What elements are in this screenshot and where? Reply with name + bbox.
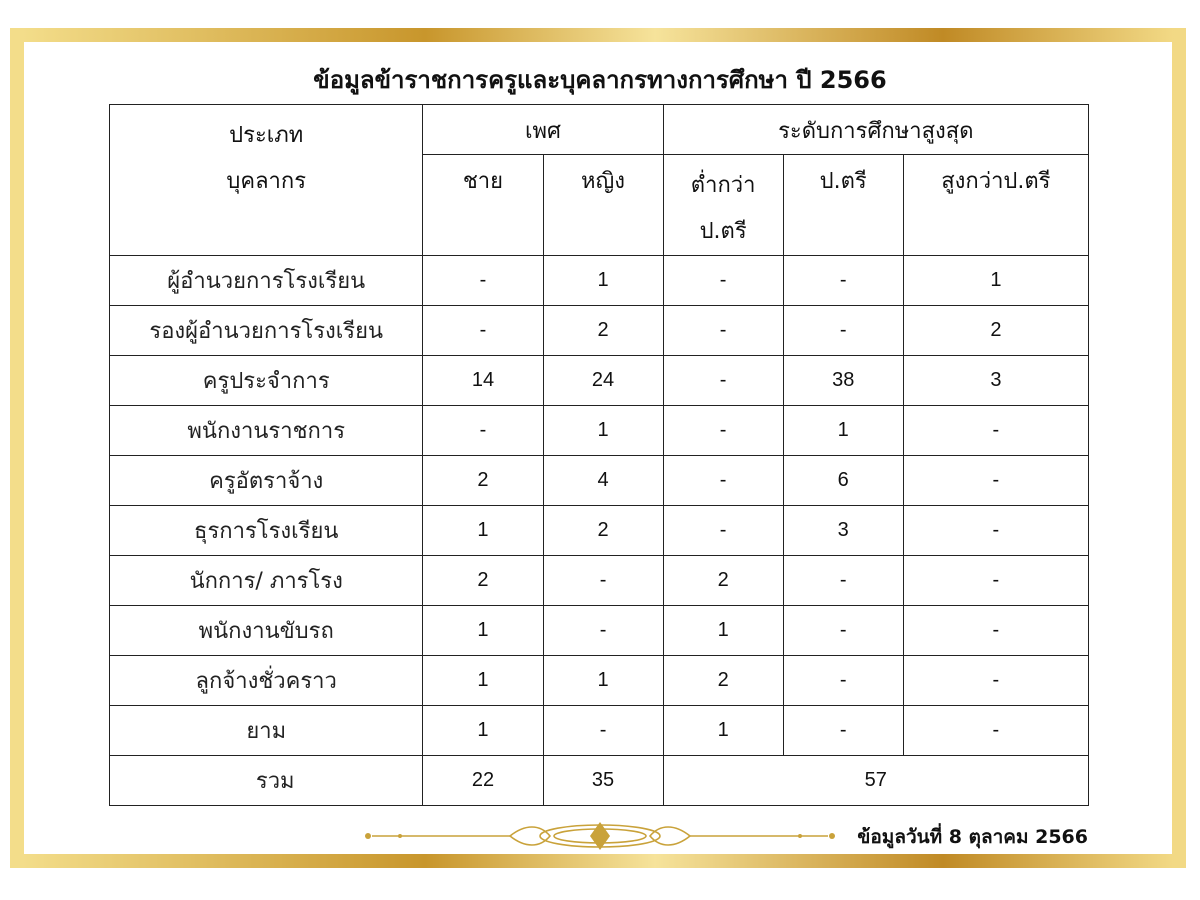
gold-flourish-ornament: [360, 816, 840, 856]
cell-bachelor: 1: [783, 406, 903, 456]
cell-bachelor: 38: [783, 356, 903, 406]
cell-above-bachelor: -: [903, 656, 1088, 706]
cell-type: รองผู้อำนวยการโรงเรียน: [110, 306, 423, 356]
personnel-table: [109, 104, 1089, 806]
cell-bachelor: -: [783, 656, 903, 706]
cell-below-bachelor: -: [663, 356, 783, 406]
cell-male: 2: [423, 456, 543, 506]
cell-bachelor: 3: [783, 506, 903, 556]
footer-date: ข้อมูลวันที่ 8 ตุลาคม 2566: [857, 826, 1088, 848]
table-row: [110, 406, 1089, 456]
table-row: [110, 456, 1089, 506]
cell-below-bachelor: 1: [663, 706, 783, 756]
cell-type: ผู้อำนวยการโรงเรียน: [110, 256, 423, 306]
cell-bachelor: -: [783, 556, 903, 606]
cell-bachelor: -: [783, 256, 903, 306]
cell-female: 2: [543, 306, 663, 356]
cell-above-bachelor: -: [903, 506, 1088, 556]
total-label: รวม: [110, 756, 423, 806]
header-below-line2: ป.ตรี: [699, 219, 747, 244]
cell-male: 14: [423, 356, 543, 406]
cell-male: 1: [423, 606, 543, 656]
cell-female: -: [543, 706, 663, 756]
cell-type: ธุรการโรงเรียน: [110, 506, 423, 556]
cell-below-bachelor: 2: [663, 656, 783, 706]
header-type-line2: บุคลากร: [226, 169, 307, 194]
table-row: [110, 306, 1089, 356]
header-below-bachelor: [663, 155, 783, 256]
cell-male: -: [423, 256, 543, 306]
cell-type: นักการ/ ภารโรง: [110, 556, 423, 606]
cell-male: 2: [423, 556, 543, 606]
cell-above-bachelor: -: [903, 556, 1088, 606]
cell-above-bachelor: 2: [903, 306, 1088, 356]
cell-above-bachelor: 3: [903, 356, 1088, 406]
cell-below-bachelor: 1: [663, 606, 783, 656]
table-row: [110, 256, 1089, 306]
cell-below-bachelor: -: [663, 406, 783, 456]
header-type-line1: ประเภท: [229, 123, 304, 148]
table-row: [110, 556, 1089, 606]
cell-type: ครูอัตราจ้าง: [110, 456, 423, 506]
table-row: [110, 706, 1089, 756]
header-below-line1: ต่ำกว่า: [690, 173, 756, 198]
cell-female: 24: [543, 356, 663, 406]
cell-type: ลูกจ้างชั่วคราว: [110, 656, 423, 706]
cell-below-bachelor: -: [663, 456, 783, 506]
cell-bachelor: 6: [783, 456, 903, 506]
cell-female: -: [543, 606, 663, 656]
header-personnel-type: [110, 105, 423, 256]
header-education: ระดับการศึกษาสูงสุด: [663, 105, 1088, 155]
header-female: หญิง: [543, 155, 663, 256]
cell-below-bachelor: -: [663, 256, 783, 306]
total-female: 35: [543, 756, 663, 806]
cell-above-bachelor: -: [903, 456, 1088, 506]
cell-male: 1: [423, 656, 543, 706]
cell-type: ยาม: [110, 706, 423, 756]
cell-below-bachelor: -: [663, 506, 783, 556]
cell-above-bachelor: -: [903, 406, 1088, 456]
header-male: ชาย: [423, 155, 543, 256]
cell-female: 1: [543, 406, 663, 456]
cell-bachelor: -: [783, 606, 903, 656]
total-education: 57: [663, 756, 1088, 806]
cell-female: 1: [543, 256, 663, 306]
cell-below-bachelor: -: [663, 306, 783, 356]
total-row: [110, 756, 1089, 806]
cell-below-bachelor: 2: [663, 556, 783, 606]
cell-type: พนักงานราชการ: [110, 406, 423, 456]
cell-bachelor: -: [783, 306, 903, 356]
table-body: [110, 256, 1089, 806]
cell-bachelor: -: [783, 706, 903, 756]
header-above-bachelor: สูงกว่าป.ตรี: [903, 155, 1088, 256]
header-gender: เพศ: [423, 105, 663, 155]
cell-female: -: [543, 556, 663, 606]
total-male: 22: [423, 756, 543, 806]
cell-male: -: [423, 406, 543, 456]
table-row: [110, 506, 1089, 556]
cell-above-bachelor: 1: [903, 256, 1088, 306]
table-row: [110, 656, 1089, 706]
header-bachelor: ป.ตรี: [783, 155, 903, 256]
cell-female: 1: [543, 656, 663, 706]
cell-type: ครูประจำการ: [110, 356, 423, 406]
cell-type: พนักงานขับรถ: [110, 606, 423, 656]
cell-above-bachelor: -: [903, 706, 1088, 756]
cell-male: -: [423, 306, 543, 356]
cell-male: 1: [423, 706, 543, 756]
table-row: [110, 606, 1089, 656]
page-title: ข้อมูลข้าราชการครูและบุคลากรทางการศึกษา ปี 2566: [313, 66, 887, 94]
table-row: [110, 356, 1089, 406]
cell-female: 4: [543, 456, 663, 506]
cell-male: 1: [423, 506, 543, 556]
cell-above-bachelor: -: [903, 606, 1088, 656]
cell-female: 2: [543, 506, 663, 556]
